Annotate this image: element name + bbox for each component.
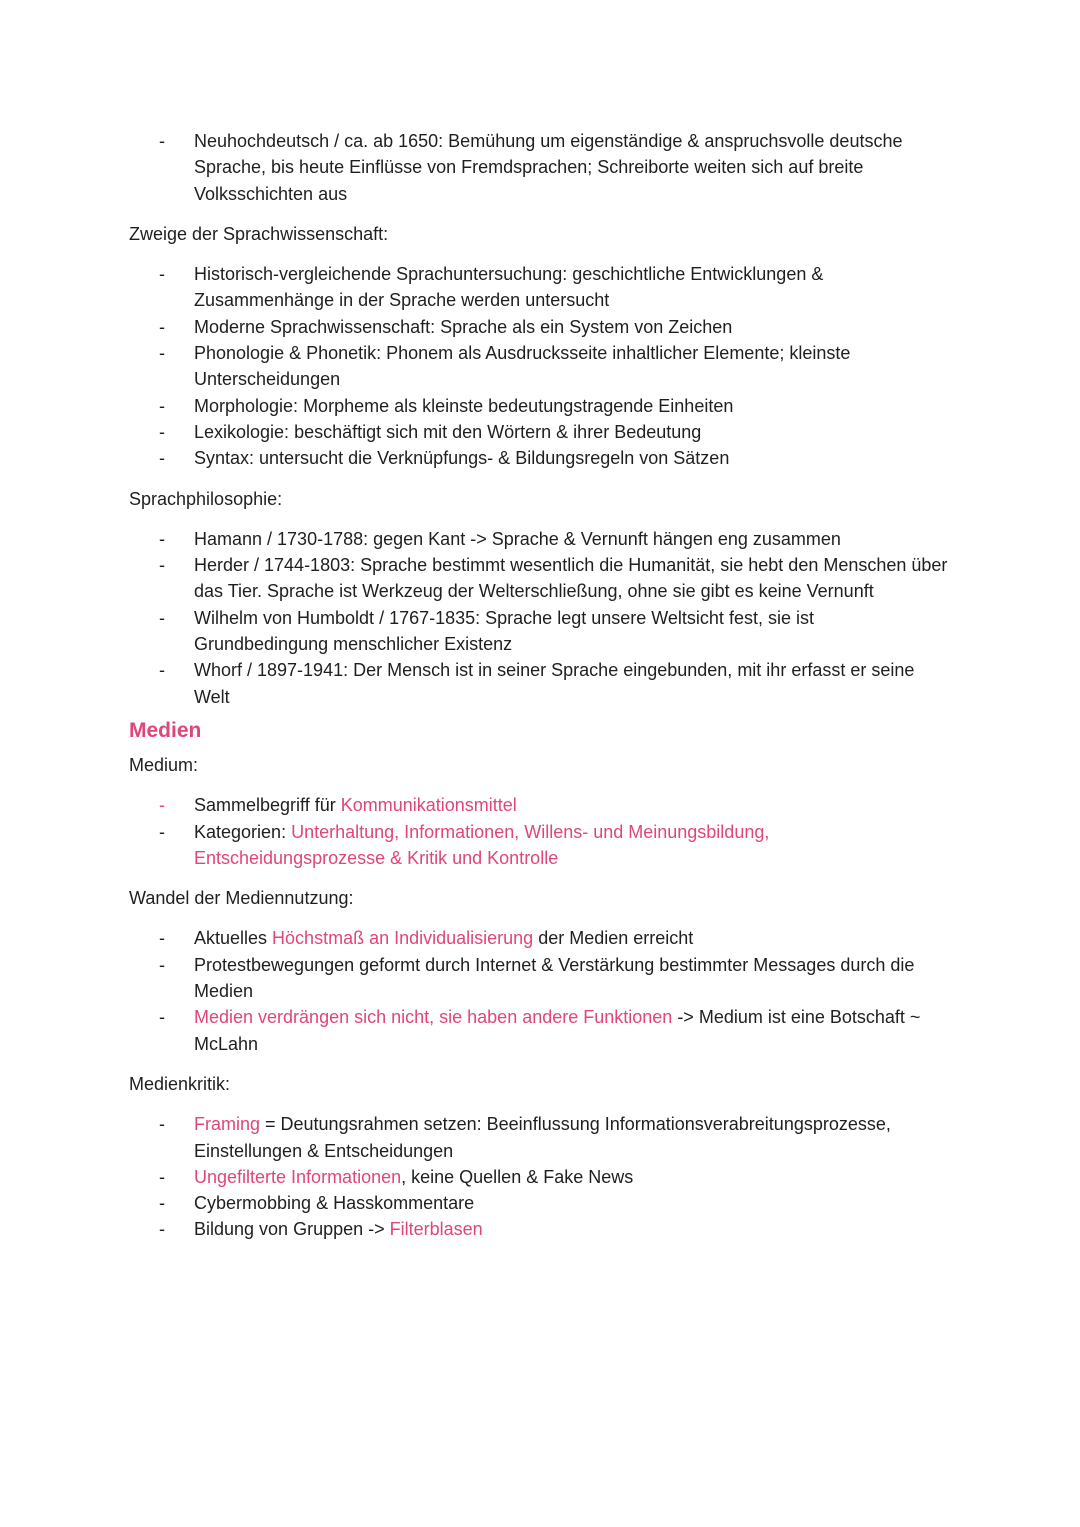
bullet-dash: - bbox=[159, 264, 165, 285]
bullet-dash: - bbox=[159, 448, 165, 469]
philosophie-list bbox=[129, 526, 949, 710]
list-item-text: -> Medium ist eine Botschaft ~ McLahn bbox=[194, 1007, 921, 1054]
highlight-text: Filterblasen bbox=[389, 1219, 483, 1240]
bullet-dash: - bbox=[159, 607, 165, 628]
bullet-dash: - bbox=[159, 928, 165, 949]
list-item-text: Historisch-vergleichende Sprachuntersuchung: geschichtliche Entwicklungen & Zusammenhänge in der Sprache werden untersucht bbox=[194, 264, 824, 311]
highlight-text: Ungefilterte Informationen bbox=[194, 1166, 402, 1187]
highlight-text: Medien verdrängen sich nicht, sie haben andere Funktionen bbox=[194, 1007, 673, 1028]
highlight-text: Höchstmaß an Individualisierung bbox=[272, 928, 534, 949]
bullet-dash: - bbox=[159, 660, 165, 681]
philosophie-heading: Sprachphilosophie: bbox=[129, 488, 283, 509]
bullet-dash: - bbox=[159, 131, 165, 151]
list-item bbox=[129, 445, 949, 471]
list-item bbox=[129, 314, 949, 340]
list-item bbox=[129, 1004, 949, 1057]
list-item bbox=[129, 393, 949, 419]
list-item bbox=[129, 340, 949, 393]
list-item bbox=[129, 1190, 949, 1216]
zweige-heading: Zweige der Sprachwissenschaft: bbox=[129, 223, 389, 244]
list-item-text: Phonologie & Phonetik: Phonem als Ausdrucksseite inhaltlicher Elemente; kleinste Unterscheidungen bbox=[194, 343, 851, 390]
bullet-dash: - bbox=[159, 1219, 165, 1240]
bullet-dash: - bbox=[159, 1166, 165, 1187]
list-item bbox=[129, 657, 949, 710]
bullet-dash: - bbox=[159, 1114, 165, 1135]
list-item bbox=[129, 128, 949, 207]
list-item bbox=[129, 1216, 949, 1242]
bullet-dash: - bbox=[159, 954, 165, 975]
bullet-dash: - bbox=[159, 395, 165, 416]
list-item bbox=[129, 552, 949, 605]
list-item-text: Wilhelm von Humboldt / 1767-1835: Sprache legt unsere Weltsicht fest, sie ist Grundbedingung menschlicher Existenz bbox=[194, 607, 814, 655]
list-item-text: Whorf / 1897-1941: Der Mensch ist in seiner Sprache eingebunden, mit ihr erfasst er seine Welt bbox=[194, 660, 915, 707]
medium-heading: Medium: bbox=[129, 754, 199, 775]
list-item bbox=[129, 1164, 949, 1190]
list-item-text: Sammelbegriff für bbox=[194, 795, 341, 816]
list-item-text: Herder / 1744-1803: Sprache bestimmt wesentlich die Humanität, sie hebt den Menschen über das Tier. Sprache ist Werkzeug der Welterschließung, ohne sie gibt es keine Vernunft bbox=[194, 555, 948, 602]
list-item-text: Aktuelles bbox=[194, 928, 273, 949]
list-item-text: Hamann / 1730-1788: gegen Kant -> Sprache & Vernunft hängen eng zusammen bbox=[194, 528, 841, 549]
list-item-text: , keine Quellen & Fake News bbox=[401, 1166, 634, 1187]
highlight-text: Framing bbox=[194, 1114, 261, 1135]
bullet-dash: - bbox=[159, 1007, 165, 1028]
list-item bbox=[129, 925, 949, 951]
bullet-dash: - bbox=[159, 795, 165, 816]
list-item-text: Neuhochdeutsch / ca. ab 1650: Bemühung um eigenständige & anspruchsvolle deutsche Sprache, bis heute Einflüsse von Fremdsprachen; Schreiborte weiten sich auf breite Volksschichten aus bbox=[194, 131, 903, 204]
list-item-text: der Medien erreicht bbox=[533, 928, 694, 949]
list-item-text: = Deutungsrahmen setzen: Beeinflussung Informationsverabreitungsprozesse, Einstellungen & Entscheidungen bbox=[194, 1114, 891, 1161]
list-item bbox=[129, 792, 949, 818]
list-item-text: Syntax: untersucht die Verknüpfungs- & Bildungsregeln von Sätzen bbox=[194, 448, 730, 469]
list-item bbox=[129, 1111, 949, 1164]
highlight-text: Kommunikationsmittel bbox=[340, 795, 517, 816]
list-item bbox=[129, 819, 949, 872]
wandel-list bbox=[129, 925, 949, 1056]
highlight-text: Unterhaltung, Informationen, Willens- und Meinungsbildung, Entscheidungsprozesse & Kritik und Kontrolle bbox=[194, 821, 770, 868]
list-item-text: Lexikologie: beschäftigt sich mit den Wörtern & ihrer Bedeutung bbox=[194, 421, 702, 442]
intro-list bbox=[129, 128, 949, 207]
zweige-list bbox=[129, 261, 949, 471]
wandel-heading: Wandel der Mediennutzung: bbox=[129, 888, 354, 909]
bullet-dash: - bbox=[159, 343, 165, 364]
list-item bbox=[129, 419, 949, 445]
bullet-dash: - bbox=[159, 528, 165, 549]
bullet-dash: - bbox=[159, 316, 165, 337]
list-item-text: Protestbewegungen geformt durch Internet & Verstärkung bestimmter Messages durch die Medien bbox=[194, 954, 915, 1002]
list-item-text: Morphologie: Morpheme als kleinste bedeutungstragende Einheiten bbox=[194, 395, 734, 416]
kritik-heading: Medienkritik: bbox=[129, 1073, 231, 1094]
bullet-dash: - bbox=[159, 421, 165, 442]
list-item bbox=[129, 952, 949, 1005]
section-title-medien: Medien bbox=[129, 718, 202, 742]
list-item-text: Moderne Sprachwissenschaft: Sprache als ein System von Zeichen bbox=[194, 316, 733, 337]
list-item-text: Bildung von Gruppen -> bbox=[194, 1219, 390, 1240]
list-item-text: Cybermobbing & Hasskommentare bbox=[194, 1193, 475, 1214]
list-item bbox=[129, 261, 949, 314]
document-page bbox=[129, 128, 949, 1243]
kritik-list bbox=[129, 1111, 949, 1242]
list-item-text: Kategorien: bbox=[194, 821, 292, 842]
list-item bbox=[129, 605, 949, 658]
bullet-dash: - bbox=[159, 555, 165, 576]
bullet-dash: - bbox=[159, 821, 165, 842]
list-item bbox=[129, 526, 949, 552]
medium-list bbox=[129, 792, 949, 871]
bullet-dash: - bbox=[159, 1193, 165, 1214]
